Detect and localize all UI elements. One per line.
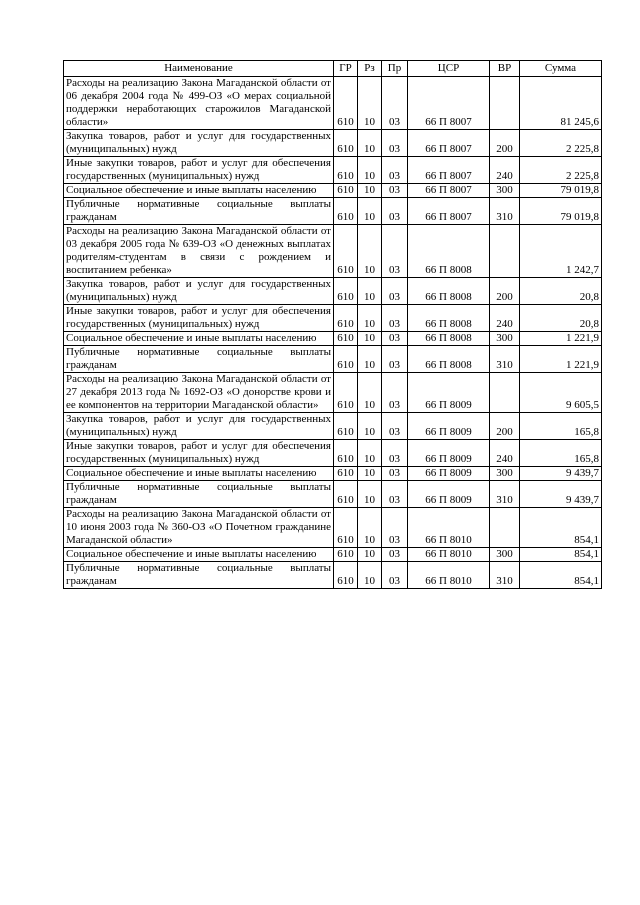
table-body xyxy=(64,77,602,589)
cell-rz: 10 xyxy=(358,346,382,373)
table-row xyxy=(64,77,602,130)
cell-pr: 03 xyxy=(382,225,408,278)
cell-sum: 20,8 xyxy=(520,278,602,305)
cell-sum: 9 605,5 xyxy=(520,373,602,413)
cell-vr xyxy=(490,373,520,413)
cell-rz: 10 xyxy=(358,548,382,562)
header-rz: Рз xyxy=(358,61,382,77)
cell-pr: 03 xyxy=(382,467,408,481)
table-row xyxy=(64,157,602,184)
table-row xyxy=(64,508,602,548)
cell-gr: 610 xyxy=(334,413,358,440)
cell-csr: 66 П 8008 xyxy=(408,278,490,305)
cell-name: Публичные нормативные социальные выплаты гражданам xyxy=(64,481,334,508)
cell-name: Публичные нормативные социальные выплаты гражданам xyxy=(64,346,334,373)
table-row xyxy=(64,130,602,157)
cell-vr: 240 xyxy=(490,440,520,467)
budget-table xyxy=(63,60,602,589)
table-row xyxy=(64,548,602,562)
cell-csr: 66 П 8009 xyxy=(408,413,490,440)
cell-name: Закупка товаров, работ и услуг для государственных (муниципальных) нужд xyxy=(64,278,334,305)
cell-pr: 03 xyxy=(382,198,408,225)
cell-sum: 854,1 xyxy=(520,562,602,589)
cell-pr: 03 xyxy=(382,481,408,508)
cell-sum: 1 242,7 xyxy=(520,225,602,278)
table-row xyxy=(64,481,602,508)
cell-pr: 03 xyxy=(382,305,408,332)
cell-sum: 9 439,7 xyxy=(520,481,602,508)
cell-csr: 66 П 8008 xyxy=(408,332,490,346)
cell-pr: 03 xyxy=(382,332,408,346)
cell-sum: 165,8 xyxy=(520,413,602,440)
cell-vr: 200 xyxy=(490,130,520,157)
cell-csr: 66 П 8008 xyxy=(408,225,490,278)
cell-vr: 240 xyxy=(490,157,520,184)
cell-vr xyxy=(490,225,520,278)
cell-gr: 610 xyxy=(334,278,358,305)
cell-gr: 610 xyxy=(334,508,358,548)
cell-pr: 03 xyxy=(382,548,408,562)
header-name: Наименование xyxy=(64,61,334,77)
cell-gr: 610 xyxy=(334,332,358,346)
cell-csr: 66 П 8010 xyxy=(408,508,490,548)
cell-rz: 10 xyxy=(358,508,382,548)
cell-sum: 1 221,9 xyxy=(520,346,602,373)
cell-gr: 610 xyxy=(334,305,358,332)
cell-name: Социальное обеспечение и иные выплаты населению xyxy=(64,332,334,346)
cell-gr: 610 xyxy=(334,130,358,157)
cell-pr: 03 xyxy=(382,413,408,440)
cell-vr xyxy=(490,508,520,548)
cell-vr xyxy=(490,77,520,130)
table-header-row xyxy=(64,61,602,77)
cell-name: Закупка товаров, работ и услуг для государственных (муниципальных) нужд xyxy=(64,130,334,157)
table-row xyxy=(64,198,602,225)
cell-name: Социальное обеспечение и иные выплаты населению xyxy=(64,548,334,562)
cell-rz: 10 xyxy=(358,481,382,508)
cell-rz: 10 xyxy=(358,278,382,305)
cell-sum: 854,1 xyxy=(520,548,602,562)
cell-gr: 610 xyxy=(334,373,358,413)
cell-sum: 165,8 xyxy=(520,440,602,467)
cell-gr: 610 xyxy=(334,440,358,467)
cell-csr: 66 П 8007 xyxy=(408,130,490,157)
cell-rz: 10 xyxy=(358,184,382,198)
cell-rz: 10 xyxy=(358,467,382,481)
table-row xyxy=(64,332,602,346)
cell-vr: 300 xyxy=(490,184,520,198)
cell-csr: 66 П 8007 xyxy=(408,198,490,225)
cell-rz: 10 xyxy=(358,332,382,346)
cell-rz: 10 xyxy=(358,562,382,589)
cell-csr: 66 П 8007 xyxy=(408,157,490,184)
cell-sum: 2 225,8 xyxy=(520,157,602,184)
cell-rz: 10 xyxy=(358,198,382,225)
cell-name: Расходы на реализацию Закона Магаданской области от 06 декабря 2004 года № 499-ОЗ «О мерах социальной поддержки неработающих старожилов Магаданской области» xyxy=(64,77,334,130)
cell-rz: 10 xyxy=(358,373,382,413)
table-row xyxy=(64,562,602,589)
cell-vr: 310 xyxy=(490,481,520,508)
cell-csr: 66 П 8007 xyxy=(408,184,490,198)
cell-rz: 10 xyxy=(358,305,382,332)
cell-pr: 03 xyxy=(382,346,408,373)
header-pr: Пр xyxy=(382,61,408,77)
table-row xyxy=(64,440,602,467)
cell-pr: 03 xyxy=(382,278,408,305)
header-vr: ВР xyxy=(490,61,520,77)
cell-sum: 1 221,9 xyxy=(520,332,602,346)
cell-vr: 310 xyxy=(490,346,520,373)
cell-sum: 79 019,8 xyxy=(520,198,602,225)
cell-name: Публичные нормативные социальные выплаты гражданам xyxy=(64,562,334,589)
cell-name: Расходы на реализацию Закона Магаданской области от 10 июня 2003 года № 360-ОЗ «О Почетном гражданине Магаданской области» xyxy=(64,508,334,548)
cell-sum: 20,8 xyxy=(520,305,602,332)
cell-name: Иные закупки товаров, работ и услуг для обеспечения государственных (муниципальных) нужд xyxy=(64,157,334,184)
cell-csr: 66 П 8007 xyxy=(408,77,490,130)
cell-gr: 610 xyxy=(334,184,358,198)
cell-rz: 10 xyxy=(358,77,382,130)
cell-gr: 610 xyxy=(334,548,358,562)
cell-csr: 66 П 8008 xyxy=(408,346,490,373)
cell-name: Иные закупки товаров, работ и услуг для обеспечения государственных (муниципальных) нужд xyxy=(64,305,334,332)
cell-sum: 2 225,8 xyxy=(520,130,602,157)
cell-pr: 03 xyxy=(382,562,408,589)
table-row xyxy=(64,184,602,198)
cell-pr: 03 xyxy=(382,184,408,198)
cell-pr: 03 xyxy=(382,373,408,413)
cell-sum: 9 439,7 xyxy=(520,467,602,481)
cell-name: Расходы на реализацию Закона Магаданской области от 27 декабря 2013 года № 1692-ОЗ «О донорстве крови и ее компонентов на территории Магаданской области» xyxy=(64,373,334,413)
cell-vr: 200 xyxy=(490,413,520,440)
header-csr: ЦСР xyxy=(408,61,490,77)
cell-rz: 10 xyxy=(358,130,382,157)
cell-name: Социальное обеспечение и иные выплаты населению xyxy=(64,184,334,198)
cell-rz: 10 xyxy=(358,413,382,440)
table-row xyxy=(64,373,602,413)
cell-gr: 610 xyxy=(334,225,358,278)
header-sum: Сумма xyxy=(520,61,602,77)
cell-name: Иные закупки товаров, работ и услуг для обеспечения государственных (муниципальных) нужд xyxy=(64,440,334,467)
cell-name: Закупка товаров, работ и услуг для государственных (муниципальных) нужд xyxy=(64,413,334,440)
table-row xyxy=(64,305,602,332)
cell-gr: 610 xyxy=(334,198,358,225)
cell-sum: 79 019,8 xyxy=(520,184,602,198)
cell-name: Публичные нормативные социальные выплаты гражданам xyxy=(64,198,334,225)
cell-gr: 610 xyxy=(334,481,358,508)
cell-vr: 300 xyxy=(490,467,520,481)
cell-vr: 310 xyxy=(490,562,520,589)
cell-gr: 610 xyxy=(334,157,358,184)
table-row xyxy=(64,278,602,305)
cell-csr: 66 П 8009 xyxy=(408,481,490,508)
cell-rz: 10 xyxy=(358,440,382,467)
cell-gr: 610 xyxy=(334,467,358,481)
cell-csr: 66 П 8009 xyxy=(408,467,490,481)
cell-pr: 03 xyxy=(382,77,408,130)
cell-vr: 200 xyxy=(490,278,520,305)
cell-vr: 310 xyxy=(490,198,520,225)
cell-csr: 66 П 8010 xyxy=(408,548,490,562)
table-row xyxy=(64,467,602,481)
header-gr: ГР xyxy=(334,61,358,77)
cell-gr: 610 xyxy=(334,346,358,373)
cell-csr: 66 П 8010 xyxy=(408,562,490,589)
cell-name: Социальное обеспечение и иные выплаты населению xyxy=(64,467,334,481)
cell-name: Расходы на реализацию Закона Магаданской области от 03 декабря 2005 года № 639-ОЗ «О денежных выплатах родителям-студентам в связи с рождением и воспитанием ребенка» xyxy=(64,225,334,278)
cell-sum: 854,1 xyxy=(520,508,602,548)
cell-pr: 03 xyxy=(382,130,408,157)
cell-gr: 610 xyxy=(334,77,358,130)
cell-vr: 300 xyxy=(490,332,520,346)
cell-csr: 66 П 8009 xyxy=(408,440,490,467)
cell-pr: 03 xyxy=(382,440,408,467)
cell-rz: 10 xyxy=(358,157,382,184)
table-row xyxy=(64,413,602,440)
cell-sum: 81 245,6 xyxy=(520,77,602,130)
cell-rz: 10 xyxy=(358,225,382,278)
cell-csr: 66 П 8008 xyxy=(408,305,490,332)
cell-gr: 610 xyxy=(334,562,358,589)
cell-pr: 03 xyxy=(382,508,408,548)
table-row xyxy=(64,346,602,373)
cell-vr: 240 xyxy=(490,305,520,332)
cell-vr: 300 xyxy=(490,548,520,562)
cell-csr: 66 П 8009 xyxy=(408,373,490,413)
table-row xyxy=(64,225,602,278)
cell-pr: 03 xyxy=(382,157,408,184)
